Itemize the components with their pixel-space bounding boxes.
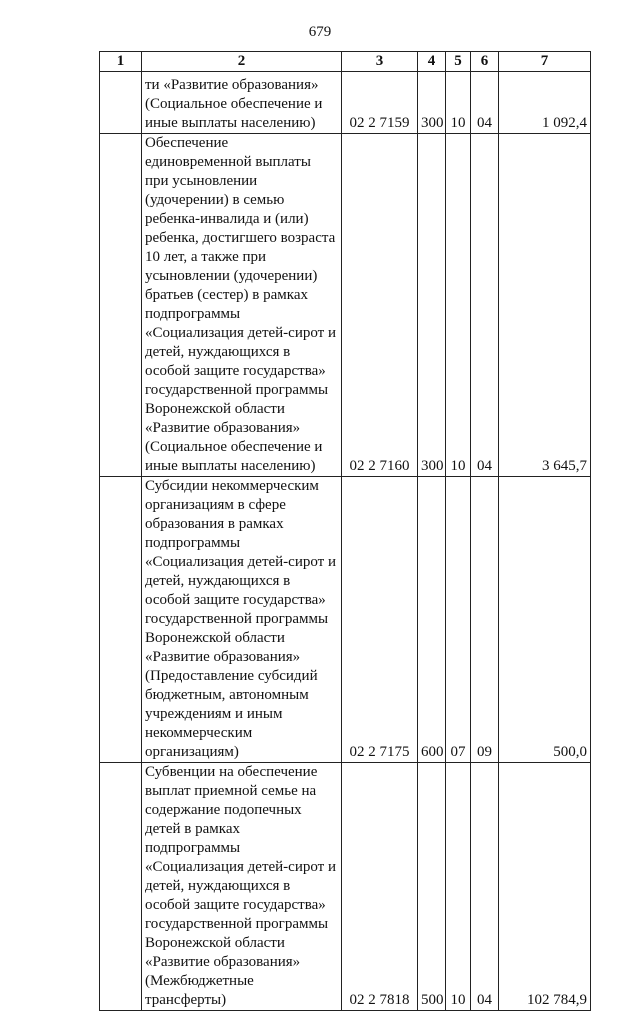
subsection-cell: 09: [471, 477, 499, 763]
row-number-cell: [100, 763, 142, 1011]
expense-type-cell: 600: [418, 477, 446, 763]
target-article-cell: 02 2 7818: [342, 763, 418, 1011]
section-cell: 10: [446, 763, 471, 1011]
amount-cell: 3 645,7: [499, 134, 591, 477]
header-col-7: 7: [499, 52, 591, 72]
table-row: [100, 477, 591, 763]
expense-type-cell: 300: [418, 72, 446, 134]
target-article-cell: 02 2 7160: [342, 134, 418, 477]
description-cell: Субсидии некоммерческим организациям в сфере образования в рамках подпрограммы «Социализация детей-сирот и детей, нуждающихся в особой защите государства» государственной программы Воронежской области «Развитие образования» (Предоставление субсидий бюджетным, автономным учреждениям и иным некоммерческим организациям): [142, 477, 342, 763]
section-cell: 10: [446, 72, 471, 134]
expense-type-cell: 500: [418, 763, 446, 1011]
header-col-1: 1: [100, 52, 142, 72]
amount-cell: 102 784,9: [499, 763, 591, 1011]
row-number-cell: [100, 477, 142, 763]
page-number: 679: [308, 24, 332, 40]
expense-type-cell: 300: [418, 134, 446, 477]
amount-cell: 1 092,4: [499, 72, 591, 134]
description-cell: Субвенции на обеспечение выплат приемной семье на содержание подопечных детей в рамках подпрограммы «Социализация детей-сирот и детей, нуждающихся в особой защите государства» государственной программы Воронежской области «Развитие образования» (Межбюджетные трансферты): [142, 763, 342, 1011]
description-cell: Обеспечение единовременной выплаты при усыновлении (удочерении) в семью ребенка-инвалида и (или) ребенка, достигшего возраста 10 лет, а также при усыновлении (удочерении) братьев (сестер) в рамках подпрограммы «Социализация детей-сирот и детей, нуждающихся в особой защите государства» государственной программы Воронежской области «Развитие образования» (Социальное обеспечение и иные выплаты населению): [142, 134, 342, 477]
row-number-cell: [100, 134, 142, 477]
section-cell: 07: [446, 477, 471, 763]
subsection-cell: 04: [471, 72, 499, 134]
header-col-6: 6: [471, 52, 499, 72]
budget-table: [99, 51, 591, 1011]
table-row: [100, 763, 591, 1011]
header-col-4: 4: [418, 52, 446, 72]
amount-cell: 500,0: [499, 477, 591, 763]
section-cell: 10: [446, 134, 471, 477]
description-cell: ти «Развитие образования» (Социальное обеспечение и иные выплаты населению): [142, 72, 342, 134]
table-row: [100, 134, 591, 477]
table-row: [100, 72, 591, 134]
header-col-2: 2: [142, 52, 342, 72]
target-article-cell: 02 2 7159: [342, 72, 418, 134]
target-article-cell: 02 2 7175: [342, 477, 418, 763]
header-col-3: 3: [342, 52, 418, 72]
header-row: [100, 52, 591, 72]
subsection-cell: 04: [471, 134, 499, 477]
row-number-cell: [100, 72, 142, 134]
subsection-cell: 04: [471, 763, 499, 1011]
header-col-5: 5: [446, 52, 471, 72]
